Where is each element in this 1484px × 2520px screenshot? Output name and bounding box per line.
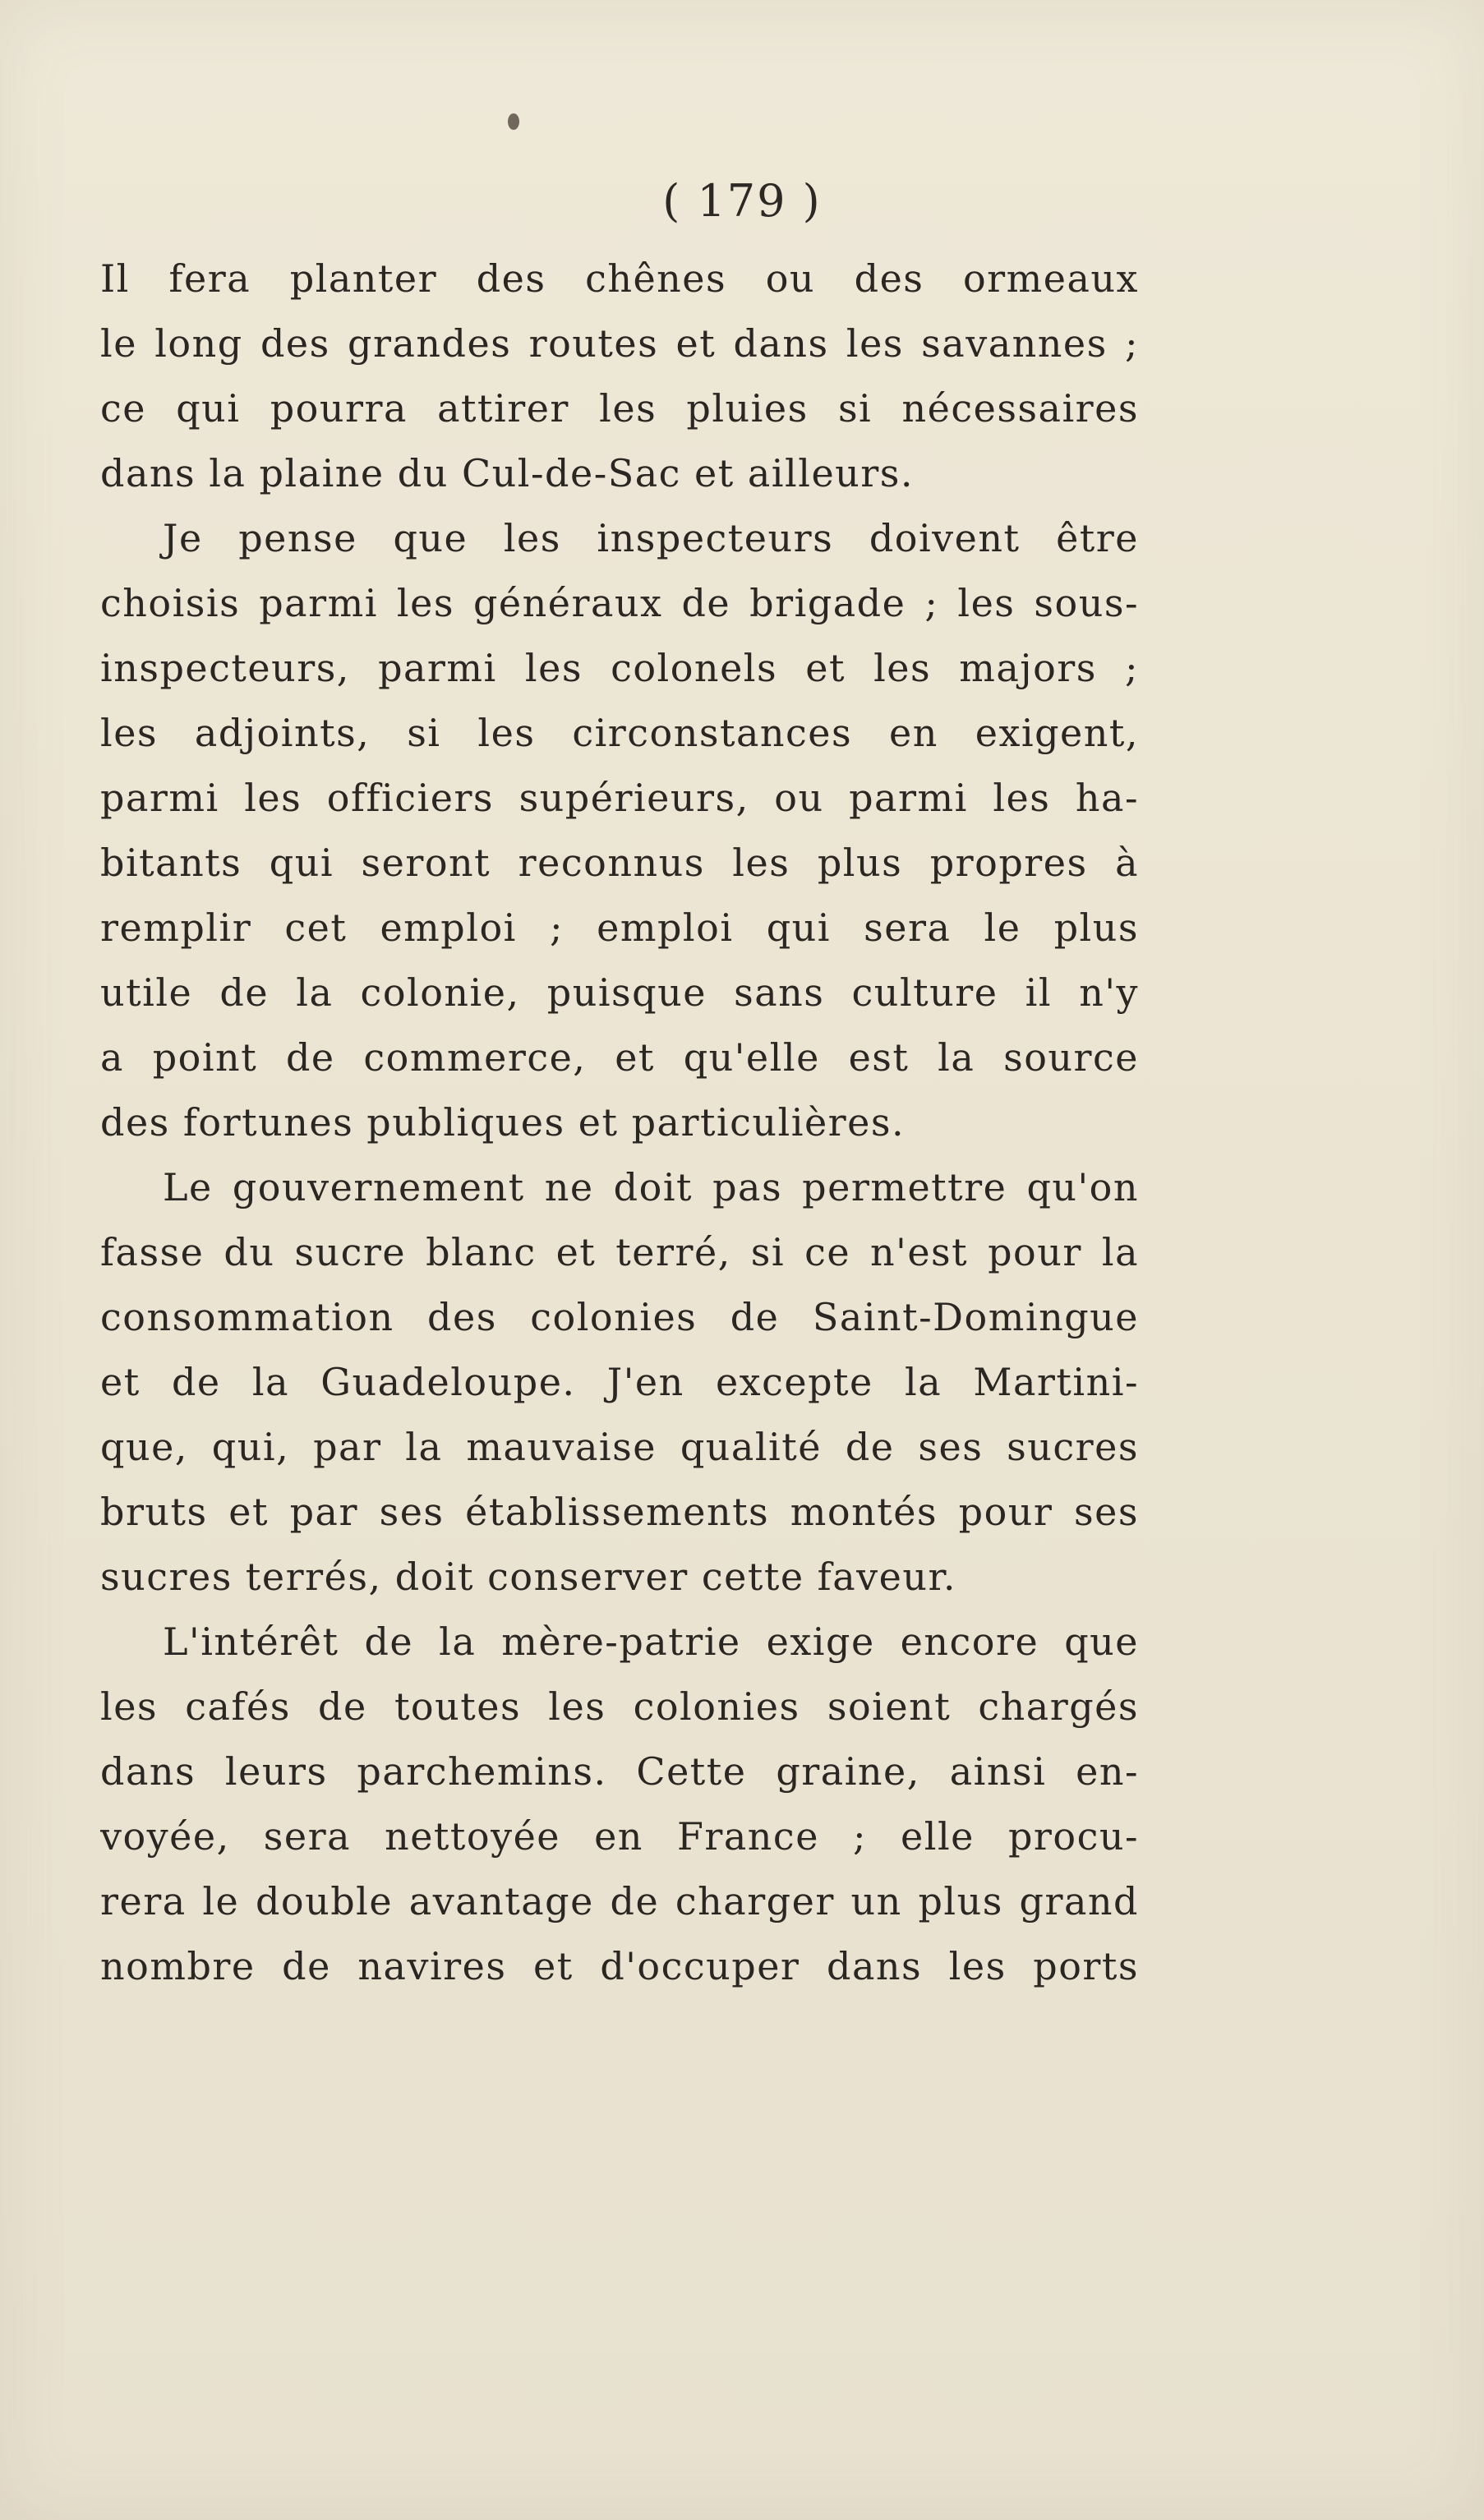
body-text [100, 246, 1139, 1999]
text-line: bruts et par ses établissements montés pour ses [100, 1490, 1139, 1534]
text-line: ce qui pourra attirer les pluies si nécessaires [100, 386, 1139, 431]
text-line: sucres terrés, doit conserver cette faveur. [100, 1555, 957, 1599]
text-line: Je pense que les inspecteurs doivent être [163, 516, 1139, 560]
text-line: rera le double avantage de charger un plus grand [100, 1879, 1139, 1923]
text-line: choisis parmi les généraux de brigade ; les sous- [100, 581, 1139, 625]
text-line: voyée, sera nettoyée en France ; elle procu- [100, 1814, 1139, 1859]
page-number: ( 179 ) [662, 175, 822, 227]
text-line: consommation des colonies de Saint-Domingue [100, 1295, 1139, 1339]
text-line: nombre de navires et d'occuper dans les ports [100, 1944, 1139, 1988]
text-line: le long des grandes routes et dans les savannes ; [100, 321, 1139, 366]
text-line: Le gouvernement ne doit pas permettre qu'on [163, 1165, 1139, 1209]
text-line: les cafés de toutes les colonies soient chargés [100, 1684, 1139, 1729]
text-line: dans la plaine du Cul-de-Sac et ailleurs. [100, 451, 915, 495]
text-line: inspecteurs, parmi les colonels et les majors ; [100, 646, 1139, 690]
text-line: remplir cet emploi ; emploi qui sera le plus [100, 905, 1139, 950]
text-line: bitants qui seront reconnus les plus propres à [100, 841, 1139, 885]
ink-blot [508, 113, 519, 130]
text-line: L'intérêt de la mère-patrie exige encore que [163, 1619, 1139, 1664]
text-line: fasse du sucre blanc et terré, si ce n'est pour la [100, 1230, 1139, 1274]
text-line: Il fera planter des chênes ou des ormeaux [100, 256, 1139, 301]
text-line: et de la Guadeloupe. J'en excepte la Martini- [100, 1360, 1139, 1404]
text-line: que, qui, par la mauvaise qualité de ses sucres [100, 1425, 1139, 1469]
text-line: des fortunes publiques et particulières. [100, 1100, 906, 1145]
text-line: dans leurs parchemins. Cette graine, ainsi en- [100, 1749, 1139, 1794]
text-line: les adjoints, si les circonstances en exigent, [100, 711, 1139, 755]
text-line: parmi les officiers supérieurs, ou parmi les ha- [100, 776, 1139, 820]
text-line: utile de la colonie, puisque sans culture il n'y [100, 970, 1139, 1015]
text-line: a point de commerce, et qu'elle est la source [100, 1035, 1139, 1080]
